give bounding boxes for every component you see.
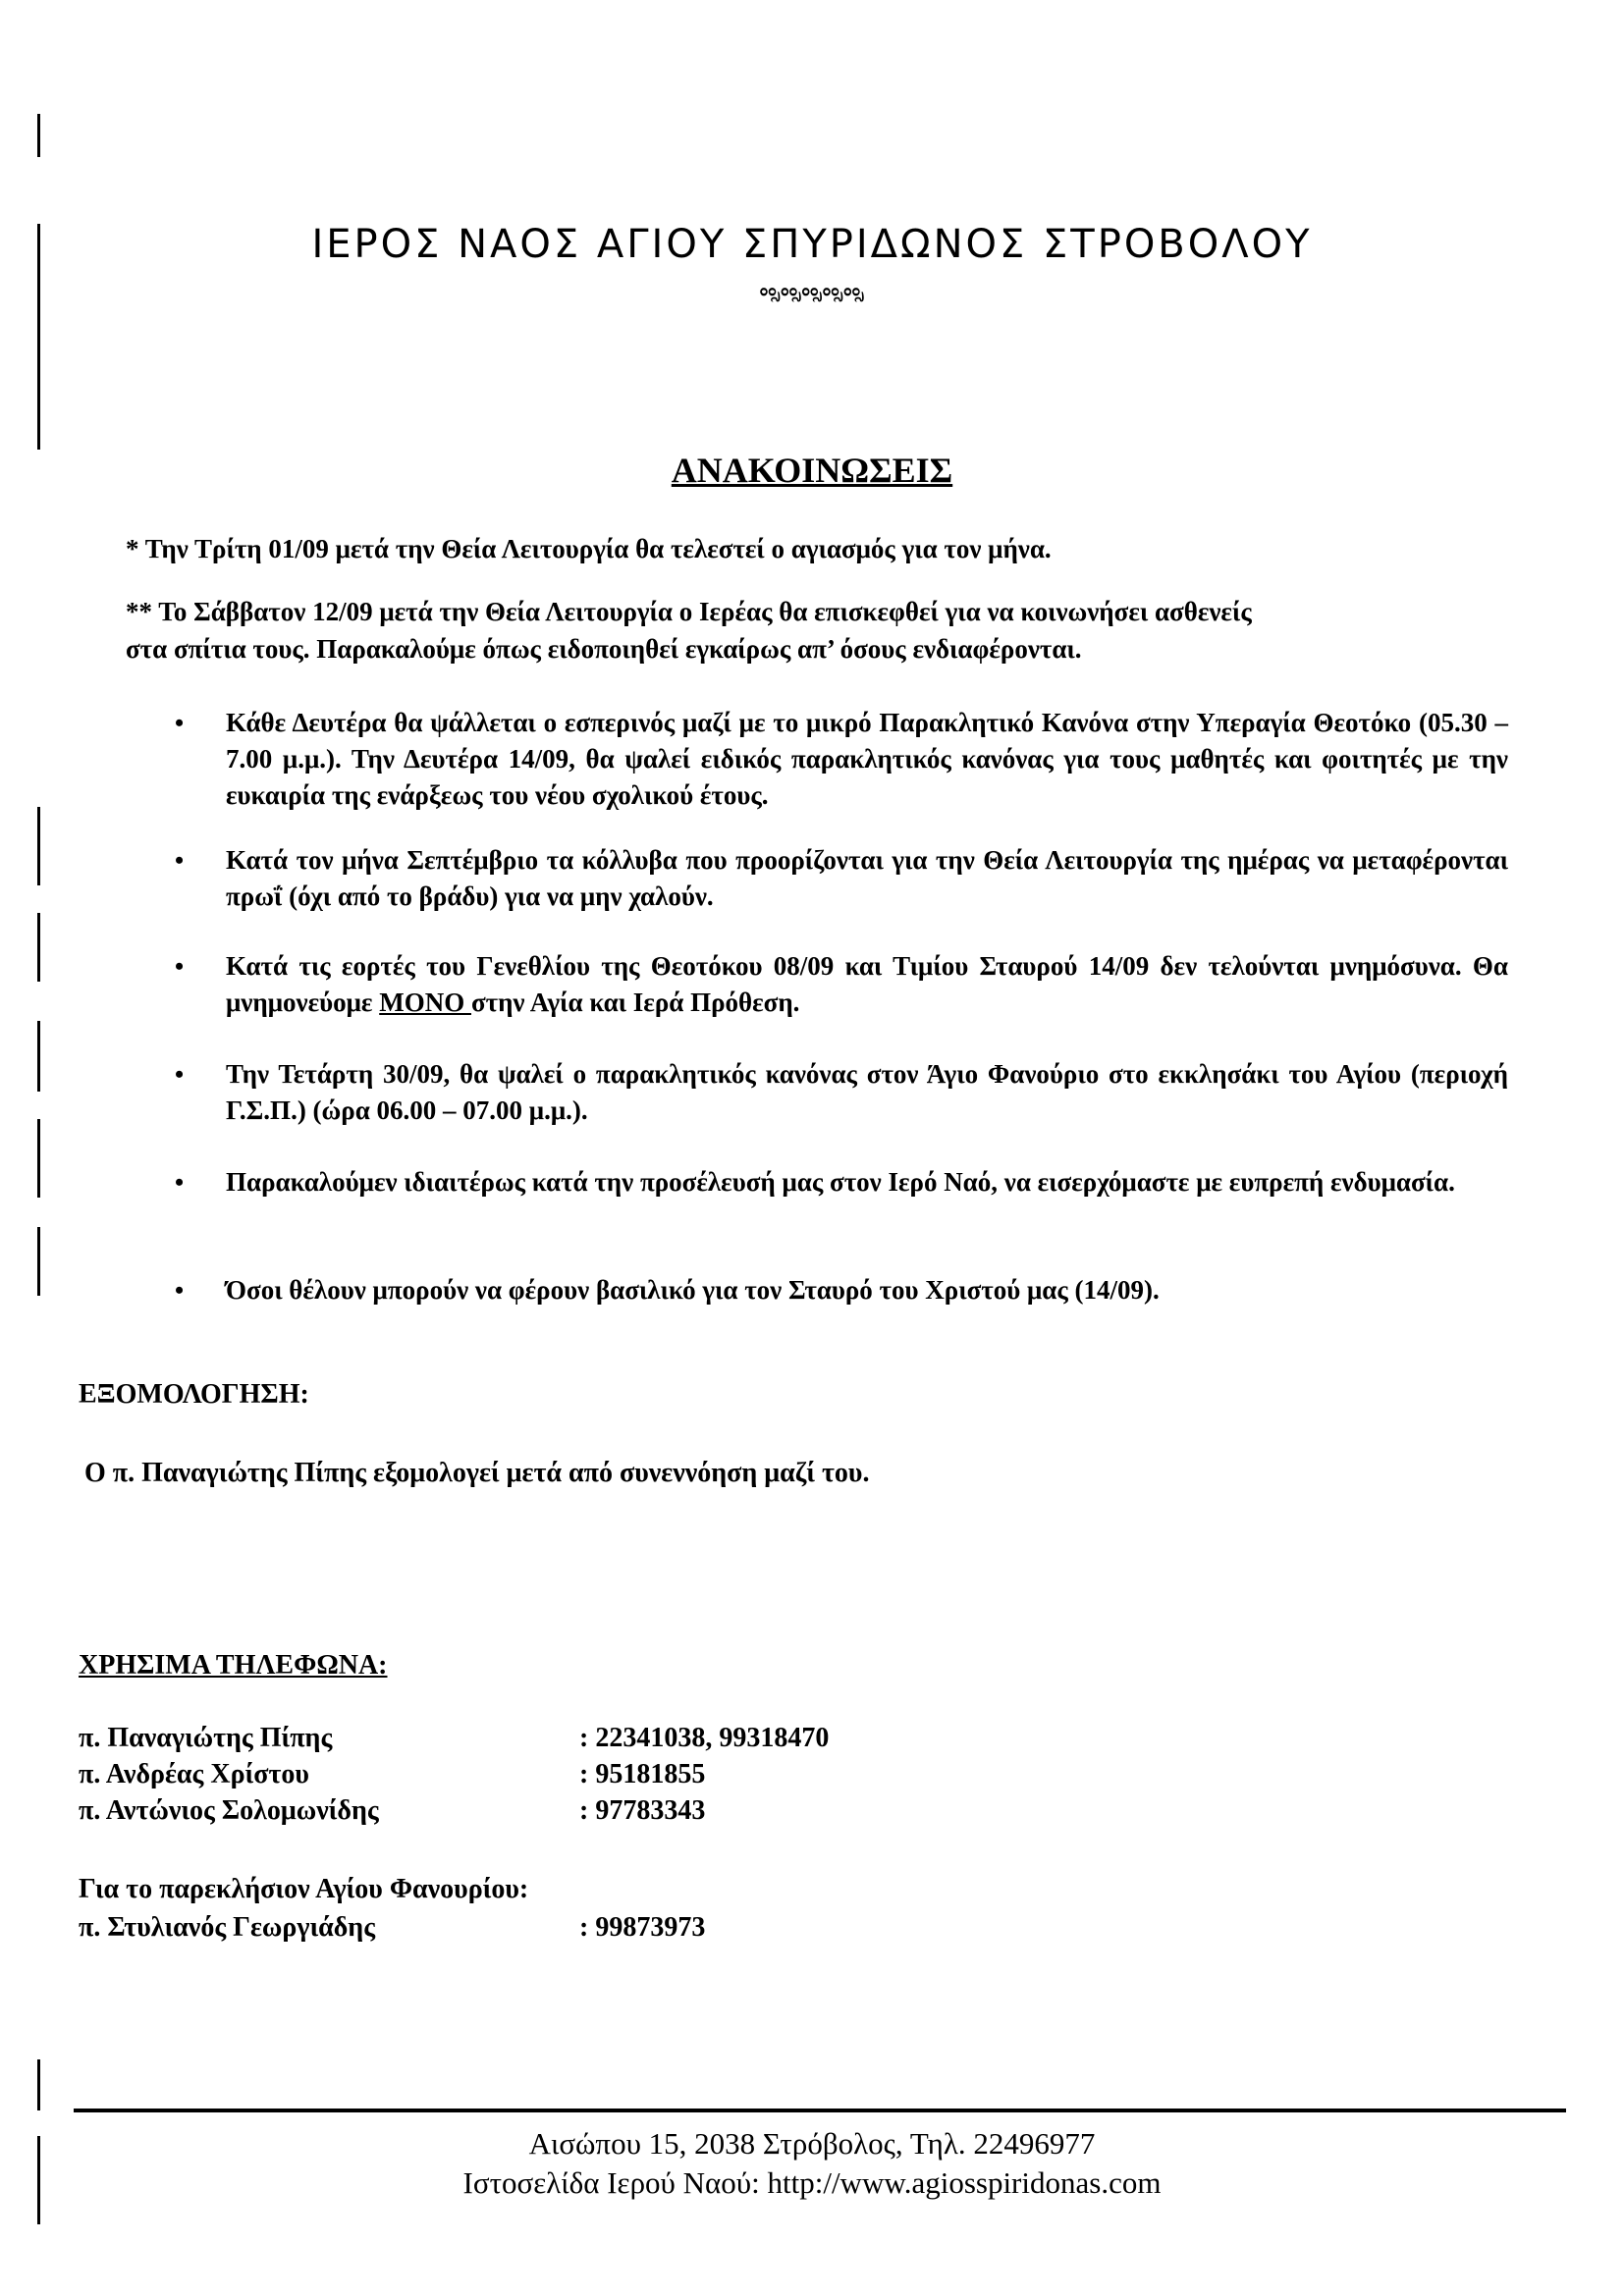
bullet-icon: • bbox=[175, 1168, 185, 1197]
margin-bar bbox=[37, 913, 40, 982]
announcements-heading: ΑΝΑΚΟΙΝΩΣΕΙΣ bbox=[671, 451, 953, 490]
margin-bar bbox=[37, 2059, 40, 2110]
bullet-item-text: Κατά τις εορτές του Γενεθλίου της Θεοτόκου 08/09 και Τιμίου Σταυρού 14/09 δεν τελούνται μνημόσυνα. Θα μνημονεύομε bbox=[226, 951, 1508, 1017]
church-title: ΙΕΡΟΣ ΝΑΟΣ ΑΓΙΟΥ ΣΠΥΡΙΔΩΝΟΣ ΣΤΡΟΒΟΛΟΥ bbox=[311, 222, 1313, 267]
announcement-note-2-line-2: στα σπίτια τους. Παρακαλούμε όπως ειδοποιηθεί εγκαίρως απ’ όσους ενδιαφέρονται. bbox=[126, 634, 1082, 664]
bullet-item bbox=[226, 948, 1508, 1021]
bullet-icon: • bbox=[175, 1276, 185, 1305]
margin-bar bbox=[37, 807, 40, 885]
bullet-item: Κάθε Δευτέρα θα ψάλλεται ο εσπερινός μαζί με το μικρό Παρακλητικό Κανόνα στην Υπεραγία Θεοτόκο (05.30 – 7.00 μ.μ.). Την Δευτέρα 14/09, θα ψαλεί ειδικός παρακλητικός κανόνας για τους μαθητές και φοιτητές με την ευκαιρία της ενάρξεως του νέου σχολικού έτους. bbox=[226, 708, 1508, 810]
phone-entry-name: π. Στυλιανός Γεωργιάδης bbox=[79, 1912, 376, 1943]
chapel-heading: Για το παρεκλήσιον Αγίου Φανουρίου: bbox=[79, 1874, 529, 1904]
phone-entry-number: : 95181855 bbox=[579, 1759, 706, 1789]
margin-bar bbox=[37, 114, 40, 157]
bullet-icon: • bbox=[175, 846, 185, 875]
margin-bar bbox=[37, 1119, 40, 1198]
footer-website: Ιστοσελίδα Ιερού Ναού: http://www.agiosspiridonas.com bbox=[462, 2165, 1162, 2200]
announcement-note-1: * Την Τρίτη 01/09 μετά την Θεία Λειτουργία θα τελεστεί ο αγιασμός για τον μήνα. bbox=[126, 534, 1052, 563]
bullet-icon: • bbox=[175, 1060, 185, 1089]
margin-bar bbox=[37, 1227, 40, 1296]
emphasis-text: ΜΟΝΟ bbox=[379, 988, 471, 1017]
bullet-item: Την Τετάρτη 30/09, θα ψαλεί ο παρακλητικός κανόνας στον Άγιο Φανούριο στο εκκλησάκι του Αγίου (περιοχή Γ.Σ.Π.) (ώρα 06.00 – 07.00 μ.μ.). bbox=[226, 1059, 1508, 1125]
phone-entry-name: π. Ανδρέας Χρίστου bbox=[79, 1759, 309, 1789]
phone-entry bbox=[79, 1795, 962, 1833]
phone-entry-name: π. Αντώνιος Σολομωνίδης bbox=[79, 1795, 379, 1826]
phone-entry bbox=[79, 1723, 962, 1760]
phone-entry-number: : 22341038, 99318470 bbox=[579, 1723, 830, 1753]
margin-bar bbox=[37, 1021, 40, 1092]
confession-heading: ΕΞΟΜΟΛΟΓΗΣΗ: bbox=[79, 1379, 309, 1410]
bullet-item-tail: στην Αγία και Ιερά Πρόθεση. bbox=[470, 988, 800, 1017]
phone-entry bbox=[79, 1912, 962, 1949]
phone-entry-number: : 99873973 bbox=[579, 1912, 706, 1943]
announcement-note-2-line-1: ** Το Σάββατον 12/09 μετά την Θεία Λειτουργία ο Ιερέας θα επισκεφθεί για να κοινωνήσει ασθενείς bbox=[126, 597, 1252, 626]
bullet-item: Παρακαλούμεν ιδιαιτέρως κατά την προσέλευσή μας στον Ιερό Ναό, να εισερχόμαστε με ευπρεπή ενδυμασία. bbox=[226, 1167, 1455, 1197]
footer-address: Αισώπου 15, 2038 Στρόβολος, Τηλ. 22496977 bbox=[528, 2126, 1096, 2161]
phone-entry-name: π. Παναγιώτης Πίπης bbox=[79, 1723, 333, 1753]
footer-divider bbox=[74, 2109, 1566, 2112]
bullet-item: Κατά τον μήνα Σεπτέμβριο τα κόλλυβα που προορίζονται για την Θεία Λειτουργία της ημέρας να μεταφέρονται πρωΐ (όχι από το βράδυ) για να μην χαλούν. bbox=[226, 845, 1508, 911]
confession-text: Ο π. Παναγιώτης Πίπης εξομολογεί μετά από συνεννόηση μαζί του. bbox=[84, 1458, 870, 1488]
bullet-icon: • bbox=[175, 952, 185, 981]
phone-entry bbox=[79, 1759, 962, 1796]
bullet-item: Όσοι θέλουν μπορούν να φέρουν βασιλικό για τον Σταυρό του Χριστού μας (14/09). bbox=[226, 1275, 1160, 1305]
phones-heading: ΧΡΗΣΙΜΑ ΤΗΛΕΦΩΝΑ: bbox=[79, 1650, 388, 1681]
title-ornament: ೲಸೲಸೲಸೲಸೲಸ bbox=[759, 277, 865, 301]
phone-entry-number: : 97783343 bbox=[579, 1795, 706, 1826]
bullet-icon: • bbox=[175, 709, 185, 737]
